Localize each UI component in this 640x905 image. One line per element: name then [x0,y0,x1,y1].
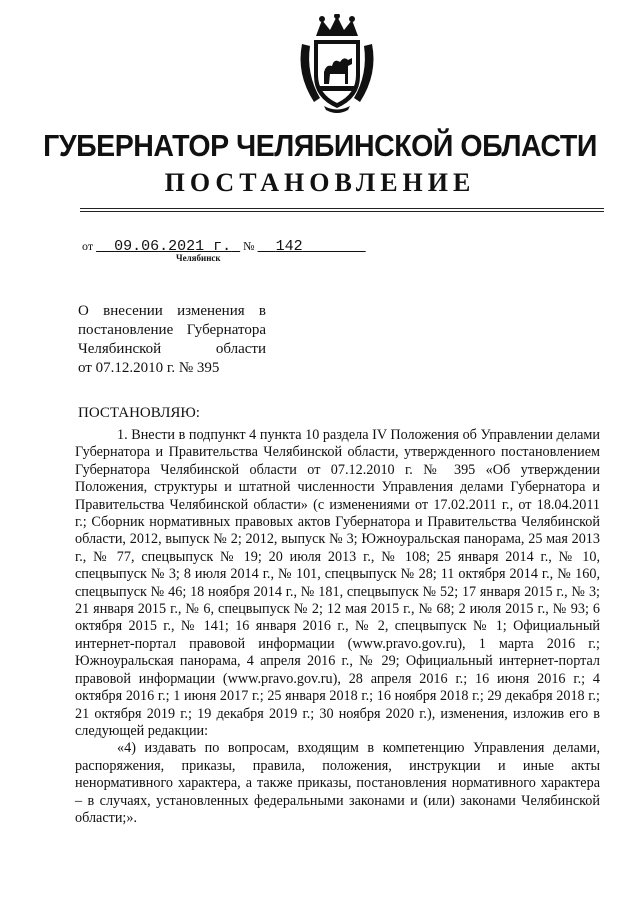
document-subject [78,302,266,378]
body-paragraph: «4) издавать по вопросам, входящим в компетенцию Управления делами, распоряжения, приказы, правила, положения, инструкции и иные акты ненормативного характера, а также приказы, постановления нормативного характера – в случаях, установленных федеральными законами и (или) законами Челябинской области;». [75,740,600,826]
document-number: 142 [275,238,303,255]
header-divider-bottom [80,211,604,212]
order-word: ПОСТАНОВЛЯЮ: [78,405,200,421]
city-label: Челябинск [176,253,221,263]
subject-line: постановление Губернатора [78,322,266,338]
subject-line: О внесении изменения в [78,303,266,319]
date-prefix: от [82,239,94,253]
header-divider-top [80,208,604,209]
registration-line [82,238,366,255]
document-date: 09.06.2021 г. [114,238,232,255]
subject-line: от 07.12.2010 г. № 395 [78,360,220,376]
document-type-title: ПОСТАНОВЛЕНИЕ [164,168,476,197]
subject-line: Челябинской области [78,341,266,357]
number-prefix: № [243,239,255,253]
organization-title: ГУБЕРНАТОР ЧЕЛЯБИНСКОЙ ОБЛАСТИ [43,128,597,163]
document-body [75,427,600,827]
coat-of-arms-icon [294,14,380,114]
body-paragraph: 1. Внести в подпункт 4 пункта 10 раздела IV Положения об Управлении делами Губернатора и Правительства Челябинской области, утвержденного постановлением Губернатора Челябинской области от 07.12.2010 г. № 395 «Об утверждении Положения, структуры и штатной численности Управления делами Губернатора и Правительства Челябинской области» (с изменениями от 17.02.2011 г., от 18.04.2011 г.; Сборник нормативных правовых актов Губернатора и Правительства Челябинской области, 2012, выпуск № 2; 2012, выпуск № 3; Южноуральская панорама, 25 мая 2013 г., № 77, спецвыпуск № 19; 20 июля 2013 г., № 108; 25 января 2014 г., № 10, спецвыпуск № 3; 8 июля 2014 г., № 101, спецвыпуск № 28; 11 октября 2014 г., № 160, спецвыпуск № 46; 18 ноября 2014 г., № 181, спецвыпуск № 52; 17 января 2015 г., № 3; 21 января 2015 г., № 6, спецвыпуск № 2; 12 мая 2015 г., № 68; 2 июля 2015 г., № 93; 6 октября 2015 г., № 141; 16 января 2016 г., № 2, спецвыпуск № 1; Официальный интернет-портал правовой информации (www.pravo.gov.ru), 1 марта 2016 г.; Южноуральская панорама, 4 апреля 2016 г., № 29; Официальный интернет-портал правовой информации (www.pravo.gov.ru), 28 апреля 2016 г.; 16 июня 2016 г.; 4 октября 2016 г.; 1 июня 2017 г.; 25 января 2018 г.; 16 ноября 2018 г.; 29 декабря 2018 г.; 21 октября 2019 г.; 19 декабря 2019 г.; 30 ноября 2020 г.), изменения, изложив его в следующей редакции: [75,427,600,739]
